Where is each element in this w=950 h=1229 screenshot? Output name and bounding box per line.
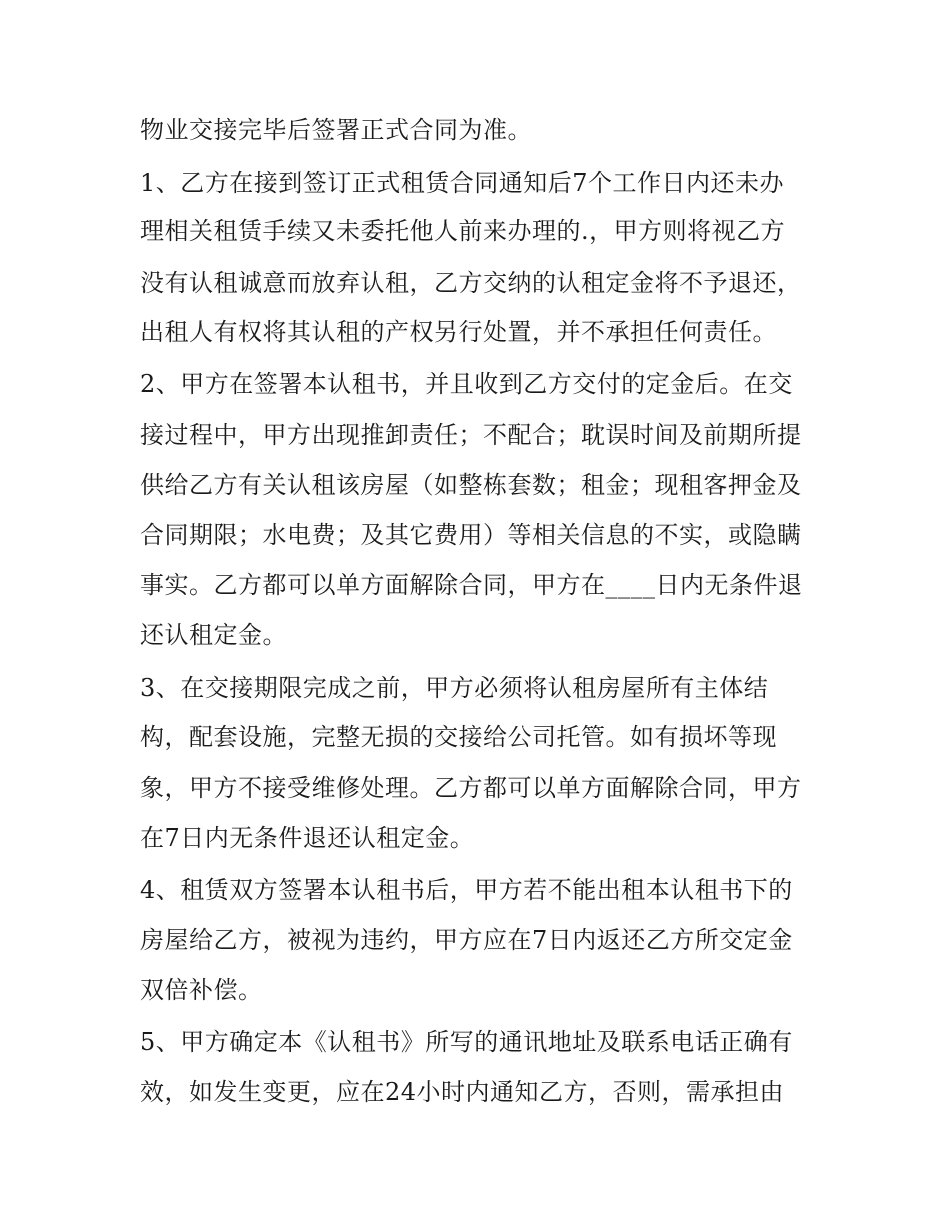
clause-3-line-4: 在7日内无条件退还认租定金。 [140, 824, 475, 852]
text-line: 物业交接完毕后签署正式合同为准。 [140, 116, 532, 144]
clause-4-line-1: 4、租赁双方签署本认租书后，甲方若不能出租本认租书下的 [140, 876, 793, 904]
clause-1-line-2: 理相关租赁手续又未委托他人前来办理的.，甲方则将视乙方 [140, 217, 786, 245]
clause-5-line-2: 效，如发生变更，应在24小时内通知乙方，否则，需承担由 [140, 1078, 785, 1106]
clause-2-line-2: 接过程中，甲方出现推卸责任；不配合；耽误时间及前期所提 [140, 421, 802, 449]
clause-4-line-3: 双倍补偿。 [140, 976, 263, 1004]
clause-1-line-4: 出租人有权将其认租的产权另行处置，并不承担任何责任。 [140, 318, 777, 346]
clause-3-line-1: 3、在交接期限完成之前，甲方必须将认租房屋所有主体结 [140, 674, 769, 702]
clause-1-line-1: 1、乙方在接到签订正式租赁合同通知后7个工作日内还未办 [140, 169, 785, 197]
clause-2-line-3: 供给乙方有关认租该房屋（如整栋套数；租金；现租客押金及 [140, 471, 802, 499]
clause-2-line-4: 合同期限；水电费；及其它费用）等相关信息的不实，或隐瞒 [140, 521, 802, 549]
clause-3-line-3: 象，甲方不接受维修处理。乙方都可以单方面解除合同，甲方 [140, 774, 802, 802]
clause-2-line-1: 2、甲方在签署本认租书，并且收到乙方交付的定金后。在交 [140, 370, 793, 398]
clause-1-line-3: 没有认租诚意而放弃认租，乙方交纳的认租定金将不予退还， [140, 269, 802, 297]
clause-5-line-1: 5、甲方确定本《认租书》所写的通讯地址及联系电话正确有 [140, 1028, 793, 1056]
clause-4-line-2: 房屋给乙方，被视为违约，甲方应在7日内返还乙方所交定金 [140, 926, 793, 954]
clause-3-line-2: 构，配套设施，完整无损的交接给公司托管。如有损坏等现 [140, 723, 777, 751]
clause-2-line-6: 还认租定金。 [140, 621, 287, 649]
clause-2-line-5: 事实。乙方都可以单方面解除合同，甲方在____日内无条件退 [140, 571, 803, 599]
